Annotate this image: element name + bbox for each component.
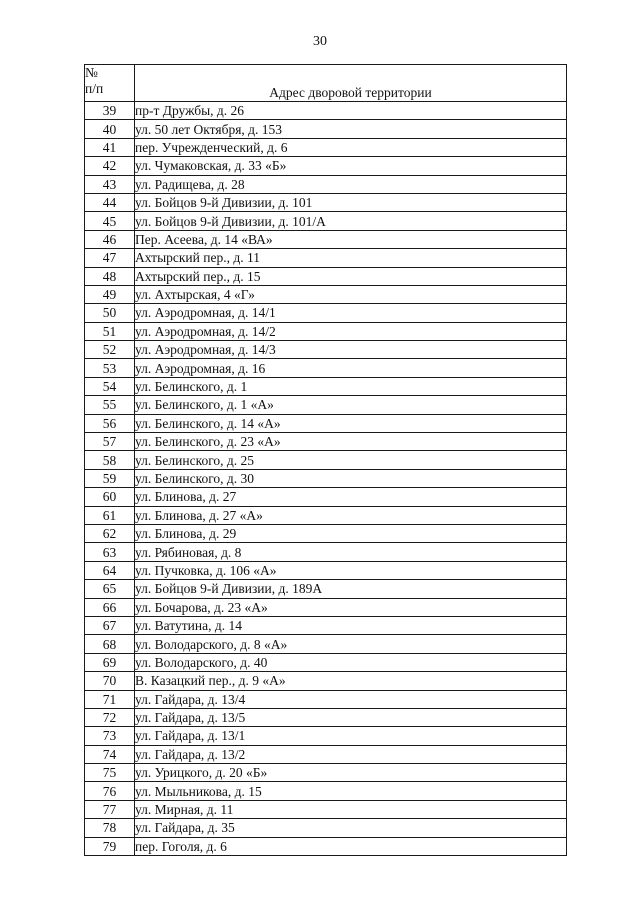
table-row <box>85 469 567 487</box>
table-row <box>85 212 567 230</box>
row-number: 48 <box>85 267 135 285</box>
row-address: ул. Блинова, д. 29 <box>135 524 567 542</box>
table-row <box>85 764 567 782</box>
table-row <box>85 598 567 616</box>
row-number: 79 <box>85 837 135 855</box>
row-address: Ахтырский пер., д. 15 <box>135 267 567 285</box>
table-body <box>85 102 567 856</box>
row-address: ул. Ахтырская, 4 «Г» <box>135 285 567 303</box>
row-address: ул. Аэродромная, д. 14/3 <box>135 341 567 359</box>
row-number: 49 <box>85 285 135 303</box>
row-number: 42 <box>85 157 135 175</box>
row-address: пр-т Дружбы, д. 26 <box>135 102 567 120</box>
row-number: 44 <box>85 193 135 211</box>
table-row <box>85 377 567 395</box>
row-number: 47 <box>85 249 135 267</box>
row-number: 40 <box>85 120 135 138</box>
row-number: 66 <box>85 598 135 616</box>
table-row <box>85 451 567 469</box>
header-address-column: Адрес дворовой территории <box>135 65 567 102</box>
row-address: ул. Гайдара, д. 35 <box>135 819 567 837</box>
row-address: ул. Гайдара, д. 13/4 <box>135 690 567 708</box>
table-row <box>85 800 567 818</box>
header-number-abbrev: п/п <box>85 81 104 96</box>
table-row <box>85 120 567 138</box>
table-row <box>85 322 567 340</box>
row-address: ул. Белинского, д. 1 «А» <box>135 396 567 414</box>
row-number: 67 <box>85 616 135 634</box>
row-number: 70 <box>85 672 135 690</box>
row-number: 64 <box>85 561 135 579</box>
table-row <box>85 708 567 726</box>
row-address: ул. Белинского, д. 30 <box>135 469 567 487</box>
row-number: 68 <box>85 635 135 653</box>
row-number: 69 <box>85 653 135 671</box>
row-address: ул. Радищева, д. 28 <box>135 175 567 193</box>
row-number: 75 <box>85 764 135 782</box>
row-number: 59 <box>85 469 135 487</box>
table-row <box>85 359 567 377</box>
row-number: 52 <box>85 341 135 359</box>
header-number-column <box>85 65 135 102</box>
row-number: 41 <box>85 138 135 156</box>
row-address: ул. Бочарова, д. 23 «А» <box>135 598 567 616</box>
table-row <box>85 727 567 745</box>
row-address: ул. Аэродромная, д. 16 <box>135 359 567 377</box>
row-address: ул. Мыльникова, д. 15 <box>135 782 567 800</box>
row-address: ул. Блинова, д. 27 <box>135 488 567 506</box>
row-number: 45 <box>85 212 135 230</box>
row-address: ул. Бойцов 9-й Дивизии, д. 189А <box>135 580 567 598</box>
row-number: 57 <box>85 433 135 451</box>
table-row <box>85 819 567 837</box>
table-row <box>85 672 567 690</box>
row-address: ул. Белинского, д. 25 <box>135 451 567 469</box>
page-number: 30 <box>313 34 327 49</box>
table-row <box>85 635 567 653</box>
row-address: ул. Бойцов 9-й Дивизии, д. 101/А <box>135 212 567 230</box>
row-number: 65 <box>85 580 135 598</box>
row-number: 62 <box>85 524 135 542</box>
row-number: 60 <box>85 488 135 506</box>
row-address: Ахтырский пер., д. 11 <box>135 249 567 267</box>
row-number: 77 <box>85 800 135 818</box>
table-row <box>85 341 567 359</box>
table-row <box>85 267 567 285</box>
row-address: ул. Белинского, д. 23 «А» <box>135 433 567 451</box>
table-row <box>85 543 567 561</box>
row-number: 56 <box>85 414 135 432</box>
row-address: ул. Бойцов 9-й Дивизии, д. 101 <box>135 193 567 211</box>
row-number: 71 <box>85 690 135 708</box>
row-number: 50 <box>85 304 135 322</box>
table-row <box>85 653 567 671</box>
table-row <box>85 193 567 211</box>
row-number: 39 <box>85 102 135 120</box>
table-header <box>85 65 567 102</box>
row-address: ул. Урицкого, д. 20 «Б» <box>135 764 567 782</box>
table-row <box>85 249 567 267</box>
table-row <box>85 414 567 432</box>
row-number: 73 <box>85 727 135 745</box>
address-table <box>84 64 567 856</box>
table-row <box>85 616 567 634</box>
row-number: 63 <box>85 543 135 561</box>
table-row <box>85 524 567 542</box>
table-row <box>85 488 567 506</box>
row-number: 54 <box>85 377 135 395</box>
row-address: ул. Володарского, д. 8 «А» <box>135 635 567 653</box>
table-row <box>85 396 567 414</box>
row-address: ул. Гайдара, д. 13/5 <box>135 708 567 726</box>
row-address: пер. Гоголя, д. 6 <box>135 837 567 855</box>
row-number: 78 <box>85 819 135 837</box>
row-address: ул. Чумаковская, д. 33 «Б» <box>135 157 567 175</box>
table-row <box>85 745 567 763</box>
row-address: ул. Мирная, д. 11 <box>135 800 567 818</box>
table-row <box>85 102 567 120</box>
row-address: ул. Гайдара, д. 13/1 <box>135 727 567 745</box>
row-address: ул. Белинского, д. 14 «А» <box>135 414 567 432</box>
header-row <box>85 65 567 102</box>
row-address: ул. 50 лет Октября, д. 153 <box>135 120 567 138</box>
table-row <box>85 230 567 248</box>
row-address: ул. Аэродромная, д. 14/1 <box>135 304 567 322</box>
table-row <box>85 175 567 193</box>
row-number: 46 <box>85 230 135 248</box>
table-row <box>85 580 567 598</box>
row-number: 53 <box>85 359 135 377</box>
row-address: В. Казацкий пер., д. 9 «А» <box>135 672 567 690</box>
row-number: 76 <box>85 782 135 800</box>
table-row <box>85 285 567 303</box>
row-number: 55 <box>85 396 135 414</box>
table-row <box>85 138 567 156</box>
row-address: ул. Белинского, д. 1 <box>135 377 567 395</box>
row-address: Пер. Асеева, д. 14 «ВА» <box>135 230 567 248</box>
row-number: 61 <box>85 506 135 524</box>
row-number: 72 <box>85 708 135 726</box>
table-row <box>85 304 567 322</box>
row-number: 74 <box>85 745 135 763</box>
row-address: ул. Аэродромная, д. 14/2 <box>135 322 567 340</box>
table-row <box>85 561 567 579</box>
table-row <box>85 506 567 524</box>
row-address: ул. Володарского, д. 40 <box>135 653 567 671</box>
table-row <box>85 782 567 800</box>
header-number-symbol: № <box>85 65 98 80</box>
row-number: 51 <box>85 322 135 340</box>
table-row <box>85 837 567 855</box>
table-row <box>85 433 567 451</box>
row-number: 58 <box>85 451 135 469</box>
row-number: 43 <box>85 175 135 193</box>
row-address: ул. Пучковка, д. 106 «А» <box>135 561 567 579</box>
row-address: ул. Рябиновая, д. 8 <box>135 543 567 561</box>
row-address: ул. Гайдара, д. 13/2 <box>135 745 567 763</box>
row-address: пер. Учрежденческий, д. 6 <box>135 138 567 156</box>
row-address: ул. Блинова, д. 27 «А» <box>135 506 567 524</box>
table-row <box>85 157 567 175</box>
row-address: ул. Ватутина, д. 14 <box>135 616 567 634</box>
table-row <box>85 690 567 708</box>
